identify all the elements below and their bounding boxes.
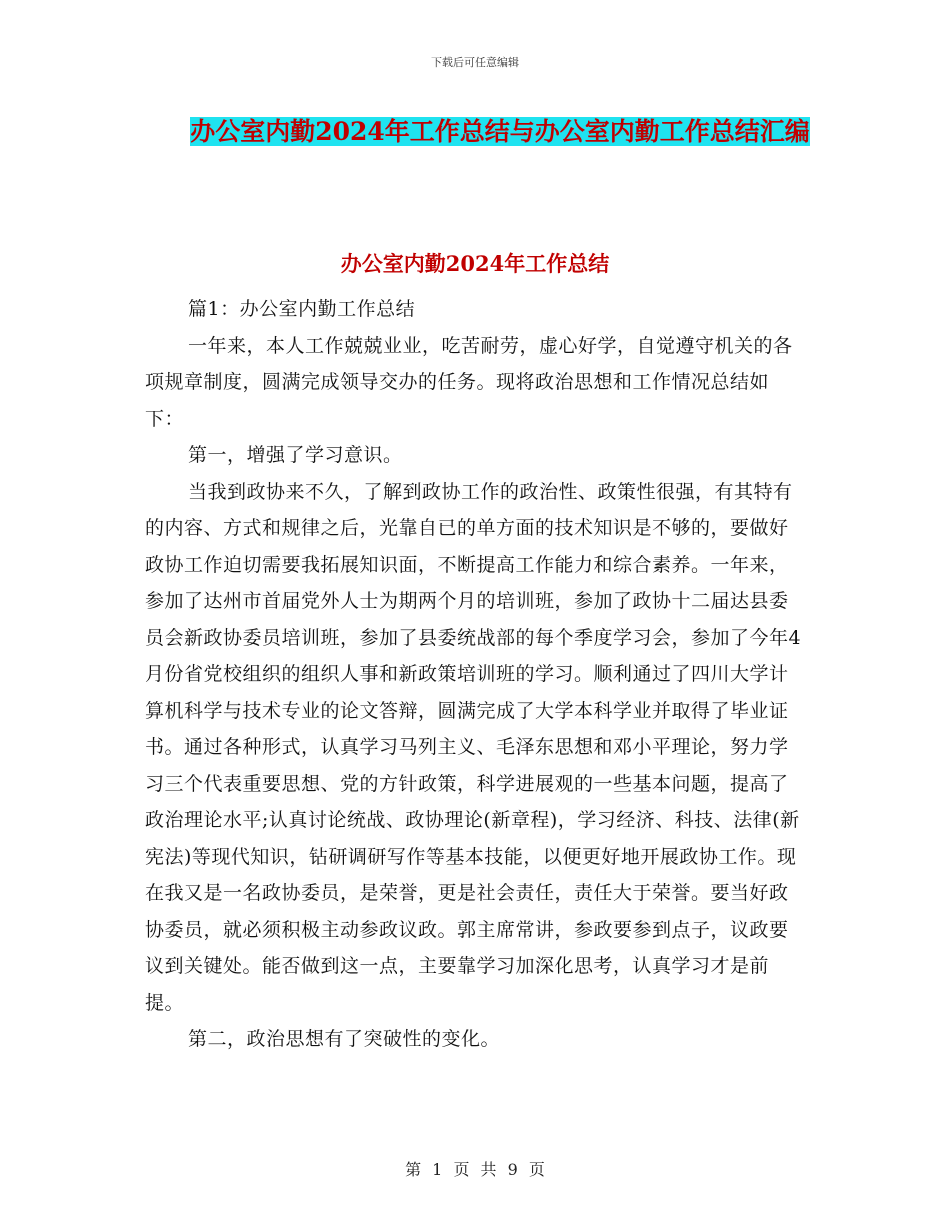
document-title-text: 办公室内勤2024年工作总结与办公室内勤工作总结汇编 bbox=[190, 117, 810, 146]
section-title: 办公室内勤2024年工作总结 bbox=[340, 251, 610, 276]
paragraph-heading-second: 第二，政治思想有了突破性的变化。 bbox=[188, 1028, 501, 1050]
page-footer: 第 1 页 共 9 页 bbox=[405, 1160, 545, 1179]
paragraph-intro: 一年来，本人工作兢兢业业，吃苦耐劳，虚心好学，自觉遵守机关的各项规章制度，圆满完成领导交办的任务。现将政治思想和工作情况总结如下： bbox=[145, 334, 793, 430]
document-title bbox=[150, 110, 850, 154]
header-note: 下载后可任意编辑 bbox=[431, 56, 519, 69]
paragraph-chapter-label: 篇1：办公室内勤工作总结 bbox=[188, 298, 416, 320]
paragraph-heading-first: 第一，增强了学习意识。 bbox=[188, 444, 403, 466]
paragraph-study: 当我到政协来不久，了解到政协工作的政治性、政策性很强，有其特有的内容、方式和规律之后，光靠自已的单方面的技术知识是不够的，要做好政协工作迫切需要我拓展知识面，不断提高工作能力和综合素养。一年来，参加了达州市首届党外人士为期两个月的培训班，参加了政协十二届达县委员会新政协委员培训班，参加了县委统战部的每个季度学习会，参加了今年4 月份省党校组织的组织人事和新政策培训班的学习。顺利通过了四川大学计算机科学与技术专业的论文答辩，圆满完成了大学本科学业并取得了毕业证书。通过各种形式，认真学习马列主义、毛泽东思想和邓小平理论，努力学习三个代表重要思想、党的方针政策，科学进展观的一些基本问题，提高了政治理论水平;认真讨论统战、政协理论(新章程)，学习经济、科技、法律(新宪法)等现代知识，钻研调研写作等基本技能，以便更好地开展政协工作。现在我又是一名政协委员，是荣誉，更是社会责任，责任大于荣誉。要当好政协委员，就必须积极主动参政议政。郭主席常讲，参政要参到点子，议政要议到关键处。能否做到这一点，主要靠学习加深化思考，认真学习才是前提。 bbox=[145, 480, 802, 1014]
document-body bbox=[145, 291, 805, 1058]
